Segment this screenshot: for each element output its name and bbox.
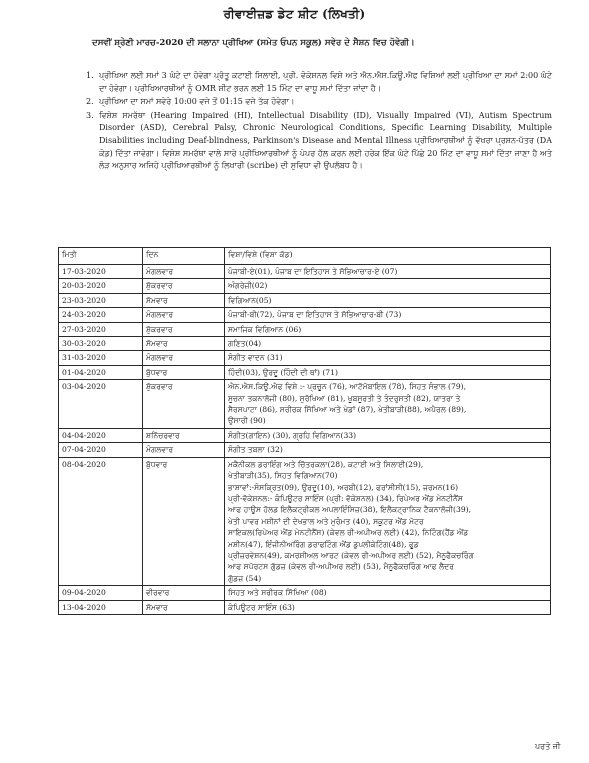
exam-subjects	[225, 586, 551, 600]
subject-line: ਸਾਇਕਲ(ਰਿਪੇਅਰ ਐਂਡ ਮੇਨਟੀਨੈਂਸ) (ਕੇਵਲ ਰੀ-ਅਪੀਅਰ ਲਈ) (42), ਨਿਟਿੰਗ(ਹੈਂਡ ਐਂਡ	[228, 528, 469, 538]
subject-line: ਹਿੰਦੀ(03), ਉਰਦੂ (ਹਿੰਦੀ ਦੀ ਥਾਂ) (71)	[228, 367, 338, 377]
table-row	[59, 293, 551, 307]
exam-date: 30-03-2020	[59, 337, 143, 351]
table-row	[59, 380, 551, 429]
subject-line: ਸਿਹਤ ਅਤੇ ਸਰੀਰਕ ਸਿੱਖਿਆ (08)	[228, 588, 327, 598]
header-day: ਦਿਨ	[143, 248, 225, 265]
subject-line: ਉਸਾਰੀ (90)	[228, 416, 266, 426]
subject-line: ਕੰਪਿਊਟਰ ਸਾਇੰਸ (63)	[228, 602, 295, 612]
table-row	[59, 443, 551, 457]
table-row	[59, 279, 551, 293]
exam-date: 03-04-2020	[59, 380, 143, 429]
table-body	[59, 265, 551, 615]
table-header-row	[59, 248, 551, 265]
subject-line: ਮਸ਼ੀਨ(47), ਇੰਜੀਨੀਅਰਿੰਗ ਡਰਾਫਟਿੰਗ ਐਂਡ ਡੁਪਲੀਕੇਟਿੰਗ(48), ਫੂਡ	[228, 539, 419, 549]
exam-day: ਸੋਮਵਾਰ	[143, 337, 225, 351]
header-date: ਮਿਤੀ	[59, 248, 143, 265]
exam-subjects	[225, 600, 551, 614]
exam-date: 23-03-2020	[59, 293, 143, 307]
exam-subjects	[225, 308, 551, 322]
note-item	[86, 110, 552, 173]
exam-date: 07-04-2020	[59, 443, 143, 457]
exam-subjects	[225, 380, 551, 429]
table-row	[59, 586, 551, 600]
table-row	[59, 365, 551, 379]
subject-line: ਗੁੱਡਜ਼ (54)	[228, 573, 262, 583]
subject-line: ਪੰਜਾਬੀ-ਏ(01), ਪੰਜਾਬ ਦਾ ਇਤਿਹਾਸ ਤੇ ਸੱਭਿਆਚਾਰ-ਏ (07)	[228, 267, 398, 276]
exam-date: 31-03-2020	[59, 351, 143, 365]
table-row	[59, 457, 551, 585]
subject-line: ਪ੍ਰੀਜ਼ਰਵੇਸ਼ਨ(49), ਕਮਰਸ਼ੀਅਲ ਆਰਟ (ਕੇਵਲ ਰੀ-ਅਪੀਅਰ ਲਈ) (52), ਮੈਨੂਫੈਕਚਰਿੰਗ	[228, 550, 474, 560]
subject-line: ਮਕੈਨੀਕਲ ਡਰਾਇੰਗ ਅਤੇ ਚਿੱਤਰਕਲਾ(28), ਕਟਾਈ ਅਤੇ ਸਿਲਾਈ(29),	[228, 459, 424, 469]
subject-line: ਆਫ ਸਪੋਰਟਸ ਗੁੱਡਜ਼ (ਕੇਵਲ ਰੀ-ਅਪੀਅਰ ਲਈ) (53), ਮੈਨੂਫੈਕਚਰਿੰਗ ਆਫ ਲੈਦਰ	[228, 562, 454, 572]
exam-date: 13-04-2020	[59, 600, 143, 614]
note-number: 1.	[86, 71, 94, 80]
exam-subjects	[225, 457, 551, 585]
subject-line: ਐਨ.ਐਸ.ਕਿਊ.ਐਫ ਵਿਸ਼ੇ :- ਪ੍ਰਚੂਨ (76), ਆਟੋਮੋਬਾਇਲ (78), ਸਿਹਤ ਸੰਭਾਲ (79),	[228, 382, 467, 392]
exam-day: ਸੋਮਵਾਰ	[143, 600, 225, 614]
document-title: ਰੀਵਾਈਜ਼ਡ ਡੇਟ ਸ਼ੀਟ (ਲਿਖਤੀ)	[223, 7, 366, 21]
subject-line: ਆਫ ਹਾਊਸ ਹੋਲਡ ਇਲੈਕਟ੍ਰੀਕਲ ਅਪਲਾਇੰਸਿਜ਼(38), ਇਲੈਕਟ੍ਰਾਨਿਕ ਟੈਕਨਾਲੋਜੀ(39),	[228, 505, 472, 515]
subject-line: ਭਾਸ਼ਾਵਾਂ:-ਸੰਸਕ੍ਰਿਤ(09), ਉਰਦੂ(10), ਅਰਬੀ(12), ਫਰਾਂਸੀਸੀ(15), ਜਰਮਨ(16)	[228, 482, 459, 492]
table-row	[59, 308, 551, 322]
exam-subjects	[225, 279, 551, 293]
exam-subjects	[225, 337, 551, 351]
exam-day: ਵੀਰਵਾਰ	[143, 586, 225, 600]
exam-day: ਸੋਮਵਾਰ	[143, 293, 225, 307]
exam-day: ਸ਼ਨਿੱਚਰਵਾਰ	[143, 428, 225, 442]
exam-date: 24-03-2020	[59, 308, 143, 322]
subject-line: ਪੰਜਾਬੀ-ਬੀ(72), ਪੰਜਾਬ ਦਾ ਇਤਿਹਾਸ ਤੇ ਸੱਭਿਆਚਾਰ-ਬੀ (73)	[228, 310, 402, 320]
note-number: 2.	[86, 97, 94, 107]
note-item	[86, 96, 552, 109]
exam-date: 27-03-2020	[59, 322, 143, 336]
exam-subjects	[225, 293, 551, 307]
exam-day: ਮੰਗਲਵਾਰ	[143, 265, 225, 279]
exam-day: ਸ਼ੁੱਕਰਵਾਰ	[143, 380, 225, 429]
exam-day: ਸ਼ੁੱਕਰਵਾਰ	[143, 279, 225, 293]
exam-subjects	[225, 443, 551, 457]
subject-line: ਅੰਗਰੇਜ਼ੀ(02)	[228, 281, 268, 291]
exam-date: 04-04-2020	[59, 428, 143, 442]
subject-line: ਸੰਗੀਤ ਤਬਲਾ (32)	[228, 445, 283, 455]
subject-line: ਖੇਤੀਬਾੜੀ(35), ਸਿਹਤ ਵਿਗਿਆਨ(70)	[228, 471, 338, 481]
table-row	[59, 337, 551, 351]
note-text: ਪ੍ਰੀਖਿਆ ਲਈ ਸਮਾਂ 3 ਘੰਟੇ ਦਾ ਹੋਵੇਗਾ ਪ੍ਰੰਤੂ ਕਟਾਈ ਸਿਲਾਈ, ਪ੍ਰੀ. ਵੋਕੇਸ਼ਨਲ ਵਿਸ਼ੇ ਅਤੇ ਐਨ.ਐਸ.ਕਿਊ.ਐਫ ਵਿਸ਼ਿਆਂ ਲਈ ਪ੍ਰੀਖਿਆ ਦਾ ਸਮਾਂ 2:00 ਘੰਟੇ ਦਾ ਹੋਵੇਗਾ। ਪ੍ਰੀਖਿਆਰਥੀਆਂ ਨੂੰ OMR ਸ਼ੀਟ ਭਰਨ ਲਈ 15 ਮਿੰਟ ਦਾ ਵਾਧੂ ਸਮਾਂ ਦਿੱਤਾ ਜਾਂਦਾ ਹੈ।	[99, 71, 552, 93]
note-item	[86, 70, 552, 95]
table-row	[59, 428, 551, 442]
exam-date: 20-03-2020	[59, 279, 143, 293]
exam-day: ਮੰਗਲਵਾਰ	[143, 351, 225, 365]
table-row	[59, 351, 551, 365]
subject-line: ਸਮਾਜਿਕ ਵਿਗਿਆਨ (06)	[228, 324, 302, 334]
exam-subjects	[225, 322, 551, 336]
exam-day: ਸ਼ੁੱਕਰਵਾਰ	[143, 322, 225, 336]
exam-day: ਬੁੱਧਵਾਰ	[143, 457, 225, 585]
subject-line: ਵਿਗਿਆਨ(05)	[228, 295, 272, 305]
subject-line: ਖੇਤੀ ਪਾਵਰ ਮਸ਼ੀਨਾਂ ਦੀ ਦੇਖਭਾਲ ਅਤੇ ਮੁਰੰਮਤ (40), ਸਕੂਟਰ ਐਂਡ ਮੋਟਰ	[228, 516, 424, 526]
exam-date: 17-03-2020	[59, 265, 143, 279]
exam-subjects	[225, 265, 551, 279]
subject-line: ਸੈਰਸਪਾਟਾ (86), ਸਰੀਰਕ ਸਿੱਖਿਆ ਅਤੇ ਖੇਡਾਂ (87), ਖੇਤੀਬਾੜੀ(88), ਅਪੈਰਲ (89),	[228, 405, 467, 415]
note-text: ਪ੍ਰੀਖਿਆ ਦਾ ਸਮਾਂ ਸਵੇਰੇ 10:00 ਵਜੇ ਤੋਂ 01:15 ਵਜੇ ਤੱਕ ਹੋਵੇਗਾ।	[99, 97, 295, 107]
notes-list	[86, 70, 552, 174]
exam-subjects	[225, 428, 551, 442]
date-sheet-table	[58, 247, 551, 615]
exam-day: ਬੁੱਧਵਾਰ	[143, 365, 225, 379]
table-row	[59, 600, 551, 614]
header-subject: ਵਿਸ਼ਾ/ਵਿਸ਼ੇ (ਵਿਸ਼ਾ ਕੋਡ)	[225, 248, 551, 265]
subject-line: ਗਣਿਤ(04)	[228, 339, 262, 349]
subject-line: ਸੰਗੀਤ ਵਾਦਨ (31)	[228, 353, 283, 363]
subject-line: ਪ੍ਰੀ-ਵੋਕੇਸ਼ਨਲ:- ਕੰਪਿਊਟਰ ਸਾਇੰਸ (ਪ੍ਰੀ: ਵੋਕੇਸ਼ਨਲ) (34), ਰਿਪੇਅਰ ਐਂਡ ਮੇਨਟੀਨੈਂਸ	[228, 493, 463, 503]
note-number: 3.	[86, 110, 94, 120]
exam-day: ਮੰਗਲਵਾਰ	[143, 308, 225, 322]
exam-date: 08-04-2020	[59, 457, 143, 585]
exam-subjects	[225, 365, 551, 379]
intro-line: ਦਸਵੀਂ ਸ਼੍ਰੇਣੀ ਮਾਰਚ-2020 ਦੀ ਸਲਾਨਾ ਪ੍ਰੀਖਿਆ (ਸਮੇਤ ਓਪਨ ਸਕੂਲ) ਸਵੇਰ ਦੇ ਸੈਸ਼ਨ ਵਿਚ ਹੋਵੇਗੀ।	[92, 38, 415, 48]
table-row	[59, 265, 551, 279]
exam-subjects	[225, 351, 551, 365]
exam-date: 01-04-2020	[59, 365, 143, 379]
table-row	[59, 322, 551, 336]
subject-line: ਸੰਗੀਤ(ਗਾਇਨ) (30), ਗ੍ਰਹਿ ਵਿਗਿਆਨ(33)	[228, 430, 357, 440]
exam-date: 09-04-2020	[59, 586, 143, 600]
turn-over-note: ਪਰਤੋ ਜੀ	[535, 742, 561, 751]
exam-day: ਮੰਗਲਵਾਰ	[143, 443, 225, 457]
note-text: ਵਿਸ਼ੇਸ਼ ਸਮਰੱਥਾ (Hearing Impaired (HI), Intellectual Disability (ID), Visually Impaired (VI), Autism Spectrum Disorder (ASD), Cerebral Palsy, Chronic Neurological Conditions, Specific Learning Disability, Multiple Disabilities including Deaf-blindness, Parkinson's Disease and Mental Illness ਪ੍ਰੀਖਿਆਰਥੀਆਂ ਨੂੰ ਵੱਖਰਾ ਪ੍ਰਸ਼ਨ-ਪੱਤਰ (DA ਕੋਡ) ਦਿੱਤਾ ਜਾਵੇਗਾ। ਵਿਸ਼ੇਸ਼ ਸਮਰੱਥਾ ਵਾਲੇ ਸਾਰੇ ਪ੍ਰੀਖਿਆਰਥੀਆਂ ਨੂੰ ਪੇਪਰ ਹੱਲ ਕਰਨ ਲਈ ਹਰੇਕ ਇੱਕ ਘੰਟੇ ਪਿੱਛੇ 20 ਮਿੰਟ ਦਾ ਵਾਧੂ ਸਮਾਂ ਦਿੱਤਾ ਜਾਣਾ ਹੈ ਅਤੇ ਲੋੜ ਅਨੁਸਾਰ ਅਜਿਹੇ ਪ੍ਰੀਖਿਆਰਥੀਆਂ ਨੂੰ ਲਿਖਾਰੀ (scribe) ਦੀ ਸੁਵਿਧਾ ਵੀ ਉਪਲੱਬਧ ਹੈ।	[99, 110, 552, 171]
subject-line: ਸੂਚਨਾ ਤਕਨਾਲੋਜੀ (80), ਸੁਰੱਖਿਆ (81), ਖੂਬਸੂਰਤੀ ਤੇ ਤੰਦਰੁਸਤੀ (82), ਯਾਤਰਾ ਤੇ	[228, 393, 461, 403]
